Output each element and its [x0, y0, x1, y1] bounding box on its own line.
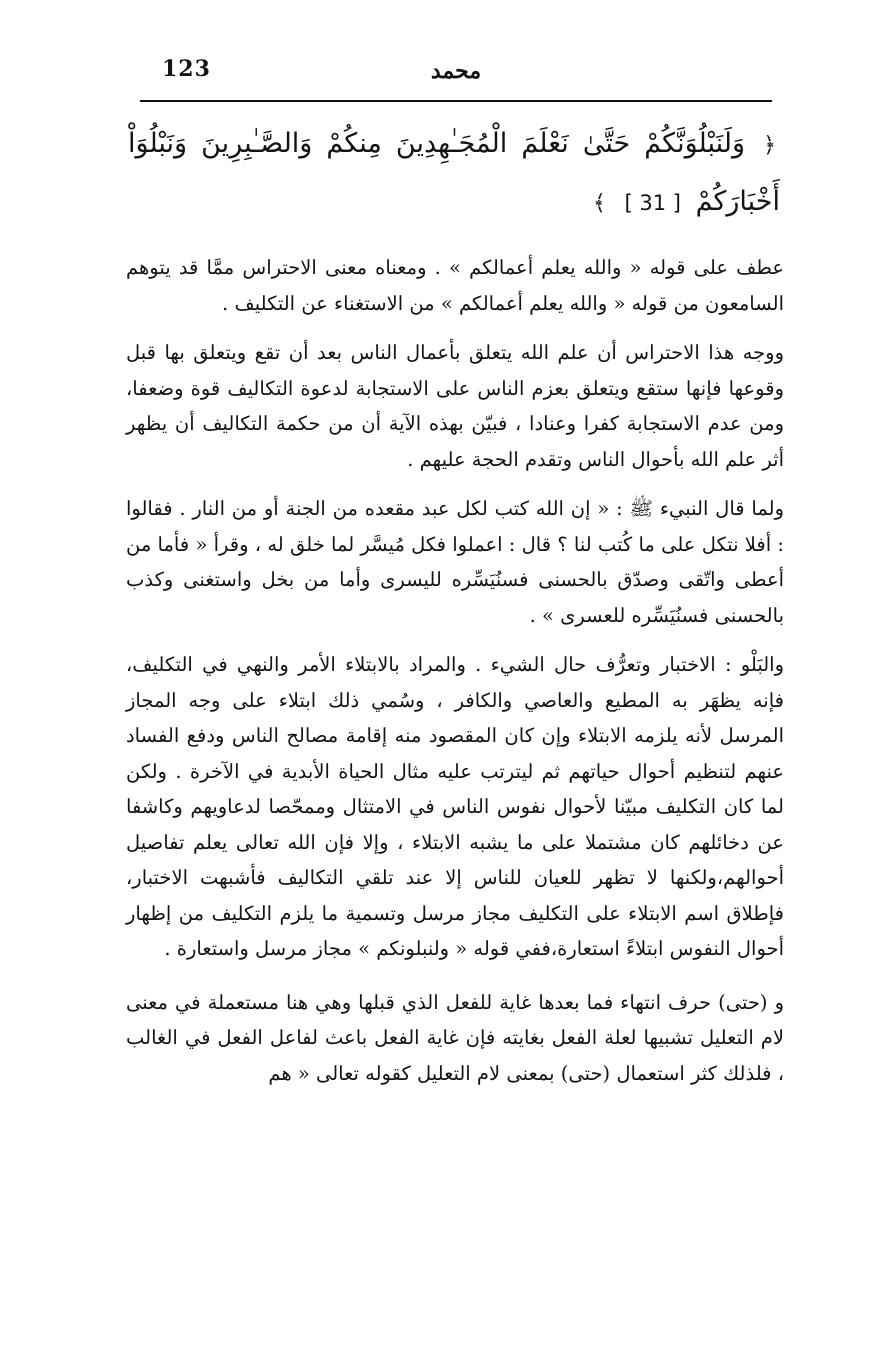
- paragraph: والبَلْو : الاختبار وتعرُّف حال الشيء . والمراد بالابتلاء الأمر والنهي في التكليف، فإنه يظهَر به المطيع والعاصي والكافر ، وسُمي ذلك ابتلاء على وجه المجاز المرسل لأنه يلزمه الابتلاء وإن كان المقصود منه إقامة مصالح الناس ودفع الفساد عنهم لتنظيم أحوال حياتهم ثم ليترتب عليه مثال الحياة الأبدية في الآخرة . ولكن لما كان التكليف مبيّنا لأحوال نفوس الناس في الامتثال وممحّصا لدعاويهم وكاشفا عن دخائلهم كان مشتملا على ما يشبه الابتلاء ، وإلا فإن الله تعالى يعلم تفاصيل أحوالهم،ولكنها لا تظهر للعيان للناس إلا عند تلقي التكاليف فأشبهت الاختبار، فإطلاق اسم الابتلاء على التكليف مجاز مرسل وتسمية ما يلزم التكليف من إظهار أحوال النفوس ابتلاءً استعارة،ففي قوله « ولنبلونكم » مجاز مرسل واستعارة .: [126, 653, 784, 960]
- quran-verse: [128, 116, 780, 232]
- paragraph: عطف على قوله « والله يعلم أعمالكم » . ومعناه معنى الاحتراس ممَّا قد يتوهم السامعون من قوله « والله يعلم أعمالكم » من الاستغناء عن التكليف .: [126, 256, 784, 315]
- running-title: محمد: [430, 58, 482, 84]
- paragraph: و (حتى) حرف انتهاء فما بعدها غاية للفعل الذي قبلها وهي هنا مستعملة في معنى لام التعليل تشبيها لعلة الفعل بغايته فإن غاية الفعل باعث لفاعل الفعل في الغالب ، فلذلك كثر استعمال (حتى) بمعنى لام التعليل كقوله تعالى « هم: [126, 990, 784, 1085]
- paragraph: ووجه هذا الاحتراس أن علم الله يتعلق بأعمال الناس بعد أن تقع ويتعلق بها قبل وقوعها فإنها ستقع ويتعلق بعزم الناس على الاستجابة لدعوة التكاليف قوة وضعفا، ومن عدم الاستجابة كفرا وعنادا ، فبيّن بهذه الآية أن من حكمة التكاليف أن يظهر أثر علم الله بأحوال الناس وتقدم الحجة عليهم .: [126, 341, 784, 471]
- verse-number: [ 31 ]: [624, 191, 681, 215]
- commentary-body: [126, 250, 784, 1104]
- verse-text: وَلَنَبْلُوَنَّكُمْ حَتَّىٰ نَعْلَمَ الْمُجَـٰهِدِينَ مِنكُمْ وَالصَّـٰبِرِينَ وَنَبْلُوَاْ أَخْبَارَكُمْ: [128, 128, 780, 217]
- paragraph: ولما قال النبيء ﷺ : « إن الله كتب لكل عبد مقعده من الجنة أو من النار . فقالوا : أفلا نتكل على ما كُتب لنا ؟ قال : اعملوا فكل مُيسَّر لما خلق له ، وقرأ « فأما من أعطى واتّقى وصدّق بالحسنى فسنُيَسِّره لليسرى وأما من بخل واستغنى وكذب بالحسنى فسنُيَسِّره للعسرى » .: [126, 497, 784, 627]
- page-number: 123: [162, 56, 211, 82]
- verse-open-ornament: ﴿: [763, 133, 776, 158]
- verse-close-ornament: ﴾: [593, 191, 606, 216]
- page-header: [140, 56, 772, 96]
- header-rule: [140, 100, 772, 102]
